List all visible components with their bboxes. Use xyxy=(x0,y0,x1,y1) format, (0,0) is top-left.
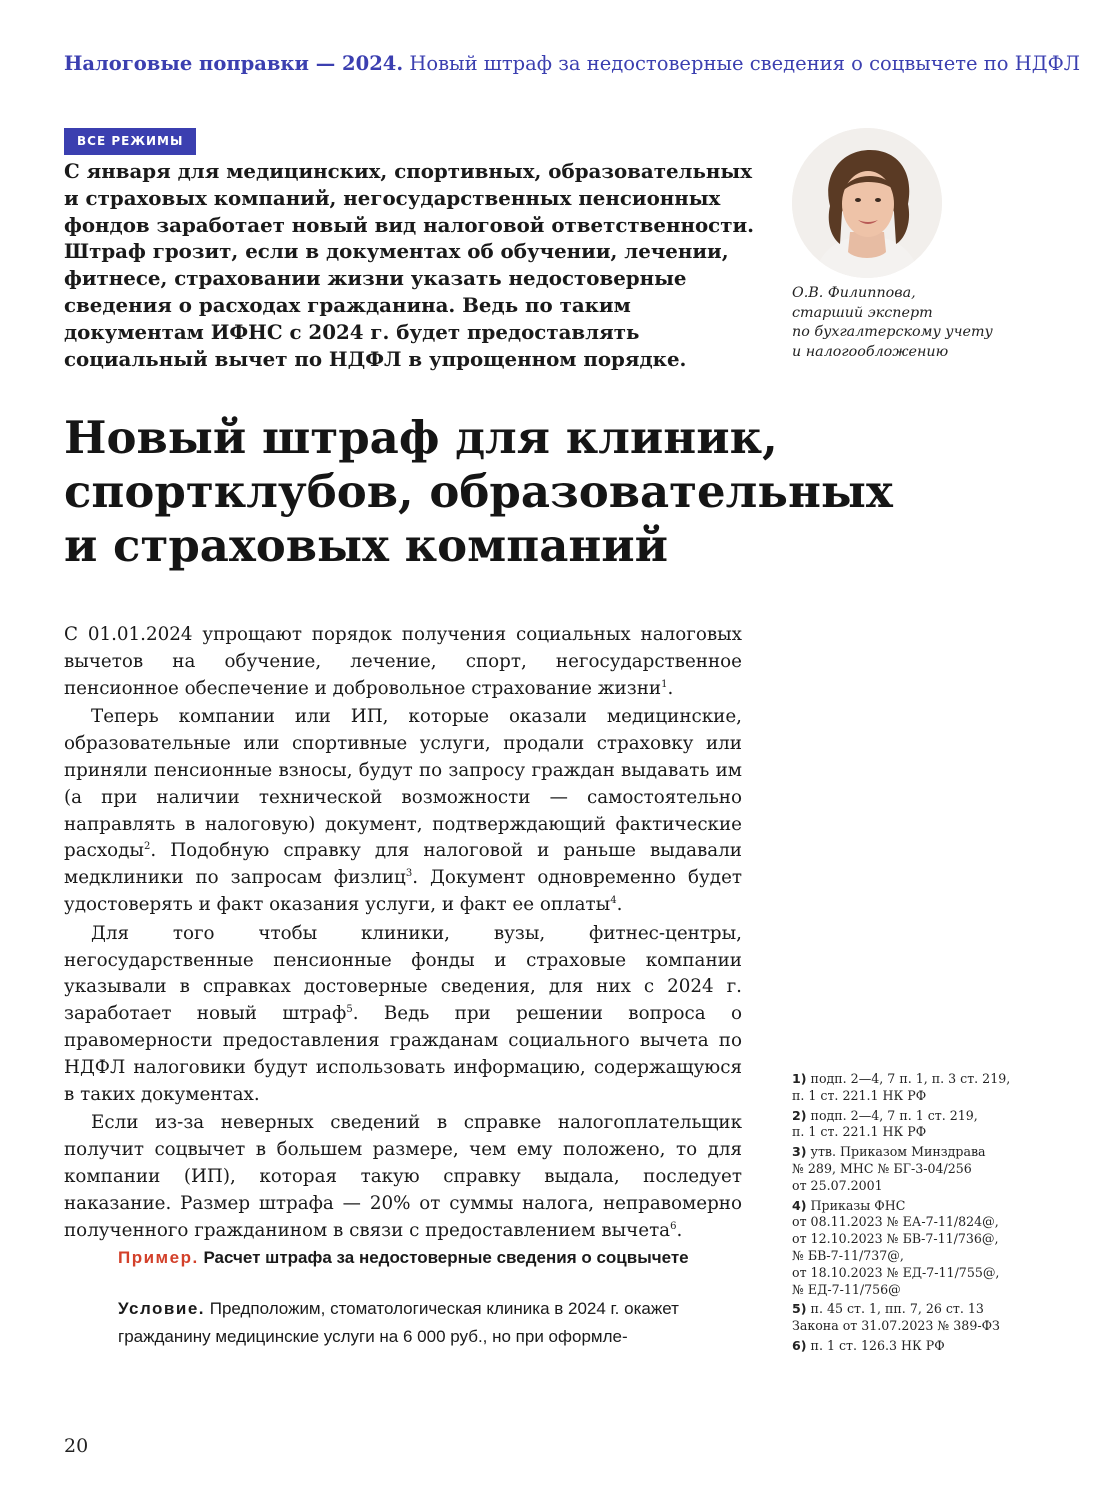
footnote-number: 2) xyxy=(792,1107,807,1123)
article-headline xyxy=(64,411,1064,573)
lead-paragraph xyxy=(64,158,754,372)
footnote-ref: 3 xyxy=(405,868,413,880)
footnote-item xyxy=(792,1108,1082,1142)
footnote-number: 6) xyxy=(792,1337,807,1353)
footnote-line: от 08.11.2023 № ЕА-7-11/824@, xyxy=(792,1214,999,1230)
example-title: Расчет штрафа за недостоверные сведения о соцвычете xyxy=(203,1248,689,1267)
footnote-line: п. 1 ст. 221.1 НК РФ xyxy=(792,1087,927,1103)
author-caption xyxy=(792,284,1062,362)
footnote-line: п. 45 ст. 1, пп. 7, 26 ст. 13 xyxy=(810,1301,984,1317)
lead-line: документам ИФНС с 2024 г. будет предоставлять xyxy=(64,319,640,344)
regime-tag: ВСЕ РЕЖИМЫ xyxy=(64,128,196,155)
body-text: . xyxy=(616,893,623,915)
body-text: . Ведь при решении вопроса о правомерности предоставления гражданам социального вычета по НДФЛ налоговики будут использовать информацию, содержащуюся в таких документах. xyxy=(64,1003,742,1105)
body-text: . Документ одновременно будет удостоверять и факт оказания услуги, и факт ее оплаты xyxy=(64,867,742,915)
footnote-line: утв. Приказом Минздрава xyxy=(810,1144,986,1160)
body-text: . Подобную справку для налоговой и раньше выдавали медклиники по запросам физлиц xyxy=(64,840,742,889)
footnote-item xyxy=(792,1144,1082,1194)
footnote-ref: 4 xyxy=(610,894,617,906)
page-number: 20 xyxy=(64,1435,89,1457)
body-text: Теперь компании или ИП, которые оказали медицинские, образовательные или спортивные услуги, продали страховку или приняли пенсионные взносы, будут по запросу граждан выдавать им (а при наличии технической возможности — самостоятельно направлять в налоговую) документ, подтверждающий фактические расходы xyxy=(64,706,742,862)
footnote-number: 5) xyxy=(792,1301,807,1317)
condition-text: Предположим, стоматологическая клиника в 2024 г. окажет гражданину медицинские услуги на 6 000 руб., но при оформле- xyxy=(118,1299,679,1346)
lead-line: фондов заработает новый вид налоговой ответственности. xyxy=(64,212,755,237)
footnote-line: подп. 2—4, 7 п. 1, п. 3 ст. 219, xyxy=(810,1071,1011,1086)
article-body xyxy=(64,622,742,1246)
body-text: . xyxy=(667,677,674,699)
author-name: О.В. Филиппова, xyxy=(792,285,916,301)
body-paragraph xyxy=(64,1110,742,1244)
footnote-line: Приказы ФНС xyxy=(810,1197,906,1213)
body-text: . xyxy=(676,1219,683,1241)
footnote-number: 3) xyxy=(792,1144,807,1160)
running-header-series: Налоговые поправки — 2024. xyxy=(64,52,404,75)
footnote-line: № ЕД-7-11/756@ xyxy=(792,1281,901,1297)
footnote-item xyxy=(792,1301,1082,1335)
author-photo xyxy=(792,128,942,278)
example-condition xyxy=(118,1295,728,1351)
footnotes xyxy=(792,1071,1082,1358)
footnote-line: Закона от 31.07.2023 № 389-ФЗ xyxy=(792,1318,1000,1334)
body-text: Если из-за неверных сведений в справке налогоплательщик получит соцвычет в большем размере, чем ему положено, то для компании (ИП), которая такую справку выдала, последует наказание. Размер штрафа — 20% от суммы налога, неправомерно полученного гражданином в связи с предоставлением вычета xyxy=(64,1112,742,1241)
author-role-line: старший эксперт xyxy=(792,304,933,321)
footnote-line: подп. 2—4, 7 п. 1 ст. 219, xyxy=(810,1107,978,1123)
example-box xyxy=(118,1244,728,1351)
headline-line: Новый штраф для клиник, xyxy=(64,411,778,464)
author-role-line: и налогообложению xyxy=(792,343,949,360)
running-header xyxy=(64,52,1081,75)
footnote-item xyxy=(792,1071,1082,1105)
footnote-number: 1) xyxy=(792,1071,807,1086)
footnote-line: № БВ-7-11/737@, xyxy=(792,1247,904,1263)
footnote-line: п. 1 ст. 126.3 НК РФ xyxy=(810,1337,945,1353)
body-paragraph xyxy=(64,704,742,918)
footnote-item xyxy=(792,1338,1082,1355)
footnote-ref: 6 xyxy=(670,1220,677,1232)
condition-label: Условие. xyxy=(118,1299,205,1318)
footnote-ref: 1 xyxy=(661,678,668,690)
footnote-line: от 12.10.2023 № БВ-7-11/736@, xyxy=(792,1231,999,1247)
lead-line: социальный вычет по НДФЛ в упрощенном порядке. xyxy=(64,346,687,371)
headline-line: спортклубов, образовательных xyxy=(64,465,893,518)
author-role-line: по бухгалтерскому учету xyxy=(792,324,993,340)
headline-line: и страховых компаний xyxy=(64,519,669,572)
lead-line: С января для медицинских, спортивных, образовательных xyxy=(64,159,753,183)
body-paragraph xyxy=(64,622,742,702)
running-header-topic: Новый штраф за недостоверные сведения о соцвычете по НДФЛ xyxy=(409,52,1081,75)
footnote-item xyxy=(792,1198,1082,1299)
footnote-line: п. 1 ст. 221.1 НК РФ xyxy=(792,1124,927,1140)
lead-line: фитнесе, страховании жизни указать недостоверные xyxy=(64,266,687,291)
body-paragraph xyxy=(64,921,742,1109)
footnote-line: от 25.07.2001 xyxy=(792,1177,883,1193)
lead-line: Штраф грозит, если в документах об обучении, лечении, xyxy=(64,239,729,264)
lead-line: и страховых компаний, негосударственных пенсионных xyxy=(64,185,721,210)
footnote-ref: 2 xyxy=(143,841,151,853)
example-label: Пример. xyxy=(118,1248,199,1267)
body-text: С 01.01.2024 упрощают порядок получения социальных налоговых вычетов на обучение, лечение, спорт, негосударственное пенсионное обеспечение и добровольное страхование жизни xyxy=(64,624,742,699)
footnote-line: № 289, МНС № БГ-3-04/256 xyxy=(792,1160,972,1176)
body-text: Для того чтобы клиники, вузы, фитнес-центры, негосударственные пенсионные фонды и страховые компании указывали в справках достоверные сведения, для них с 2024 г. заработает новый штраф xyxy=(64,922,742,1025)
footnote-line: от 18.10.2023 № ЕД-7-11/755@, xyxy=(792,1264,1000,1280)
footnote-number: 4) xyxy=(792,1197,807,1213)
footnote-ref: 5 xyxy=(346,1004,353,1016)
author-portrait-illustration xyxy=(792,128,942,278)
lead-line: сведения о расходах гражданина. Ведь по таким xyxy=(64,292,631,317)
example-heading xyxy=(118,1244,728,1272)
